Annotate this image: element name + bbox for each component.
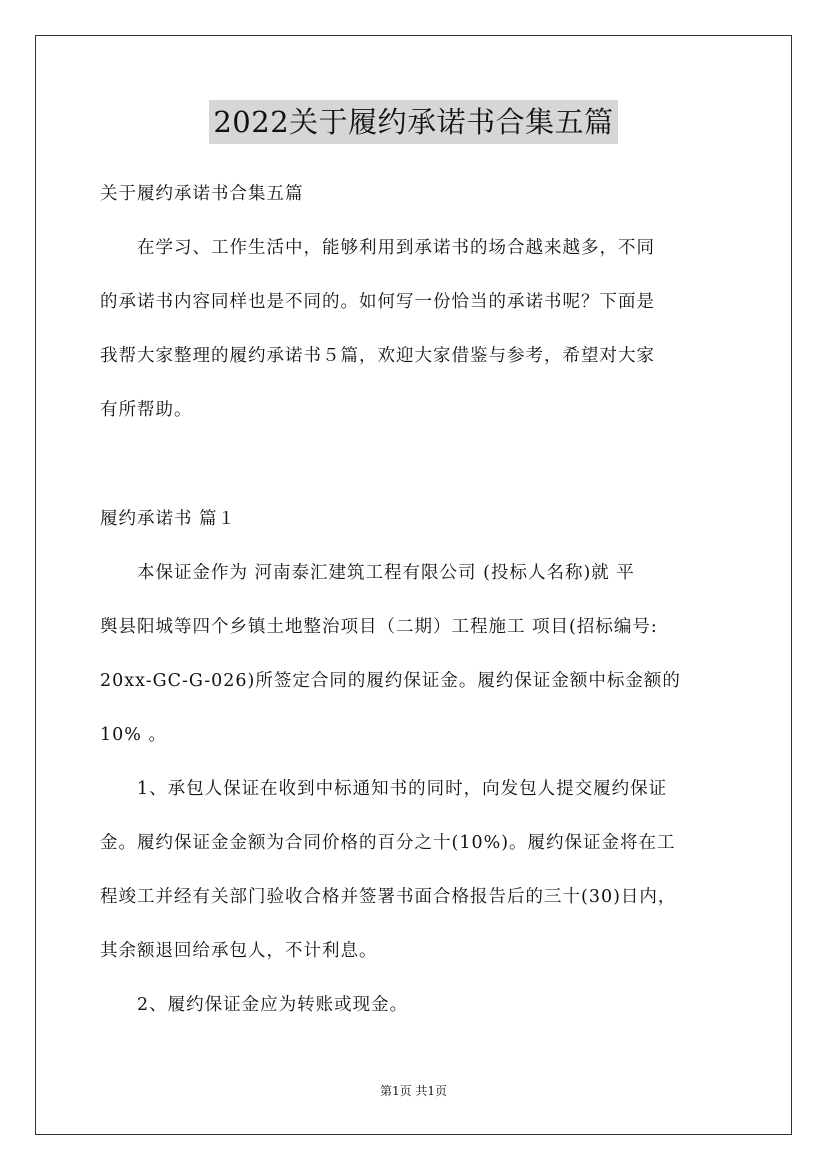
paragraph-line: 舆县阳城等四个乡镇土地整治项目（二期）工程施工 项目(招标编号:	[100, 617, 658, 637]
paragraph-line: 有所帮助。	[100, 400, 193, 420]
paragraph-line: 在学习、工作生活中，能够利用到承诺书的场合越来越多，不同	[100, 238, 655, 258]
page-footer: 第1页 共1页	[379, 1084, 448, 1098]
paragraph-line: 2、履约保证金应为转账或现金。	[100, 995, 409, 1015]
paragraph-line: 程竣工并经有关部门验收合格并签署书面合格报告后的三十(30)日内，	[100, 887, 677, 907]
section-heading: 履约承诺书 篇１	[100, 509, 237, 529]
paragraph-line: 金。履约保证金金额为合同价格的百分之十(10%)。履约保证金将在工	[100, 833, 676, 853]
title-container	[0, 100, 827, 144]
paragraph-line: 1、承包人保证在收到中标通知书的同时，向发包人提交履约保证	[100, 779, 668, 799]
document-title: 2022关于履约承诺书合集五篇	[209, 100, 617, 144]
subtitle-line: 关于履约承诺书合集五篇	[100, 184, 304, 204]
paragraph-line: 的承诺书内容同样也是不同的。如何写一份恰当的承诺书呢？下面是	[100, 292, 655, 312]
paragraph-line: 本保证金作为 河南泰汇建筑工程有限公司 (投标人名称)就 平	[100, 563, 635, 583]
paragraph-line: 10% 。	[100, 725, 167, 745]
paragraph-line: 我帮大家整理的履约承诺书５篇，欢迎大家借鉴与参考，希望对大家	[100, 346, 655, 366]
paragraph-line: 20xx-GC-G-026)所签定合同的履约保证金。履约保证金额中标金额的	[100, 671, 681, 691]
paragraph-line: 其余额退回给承包人，不计利息。	[100, 941, 378, 961]
